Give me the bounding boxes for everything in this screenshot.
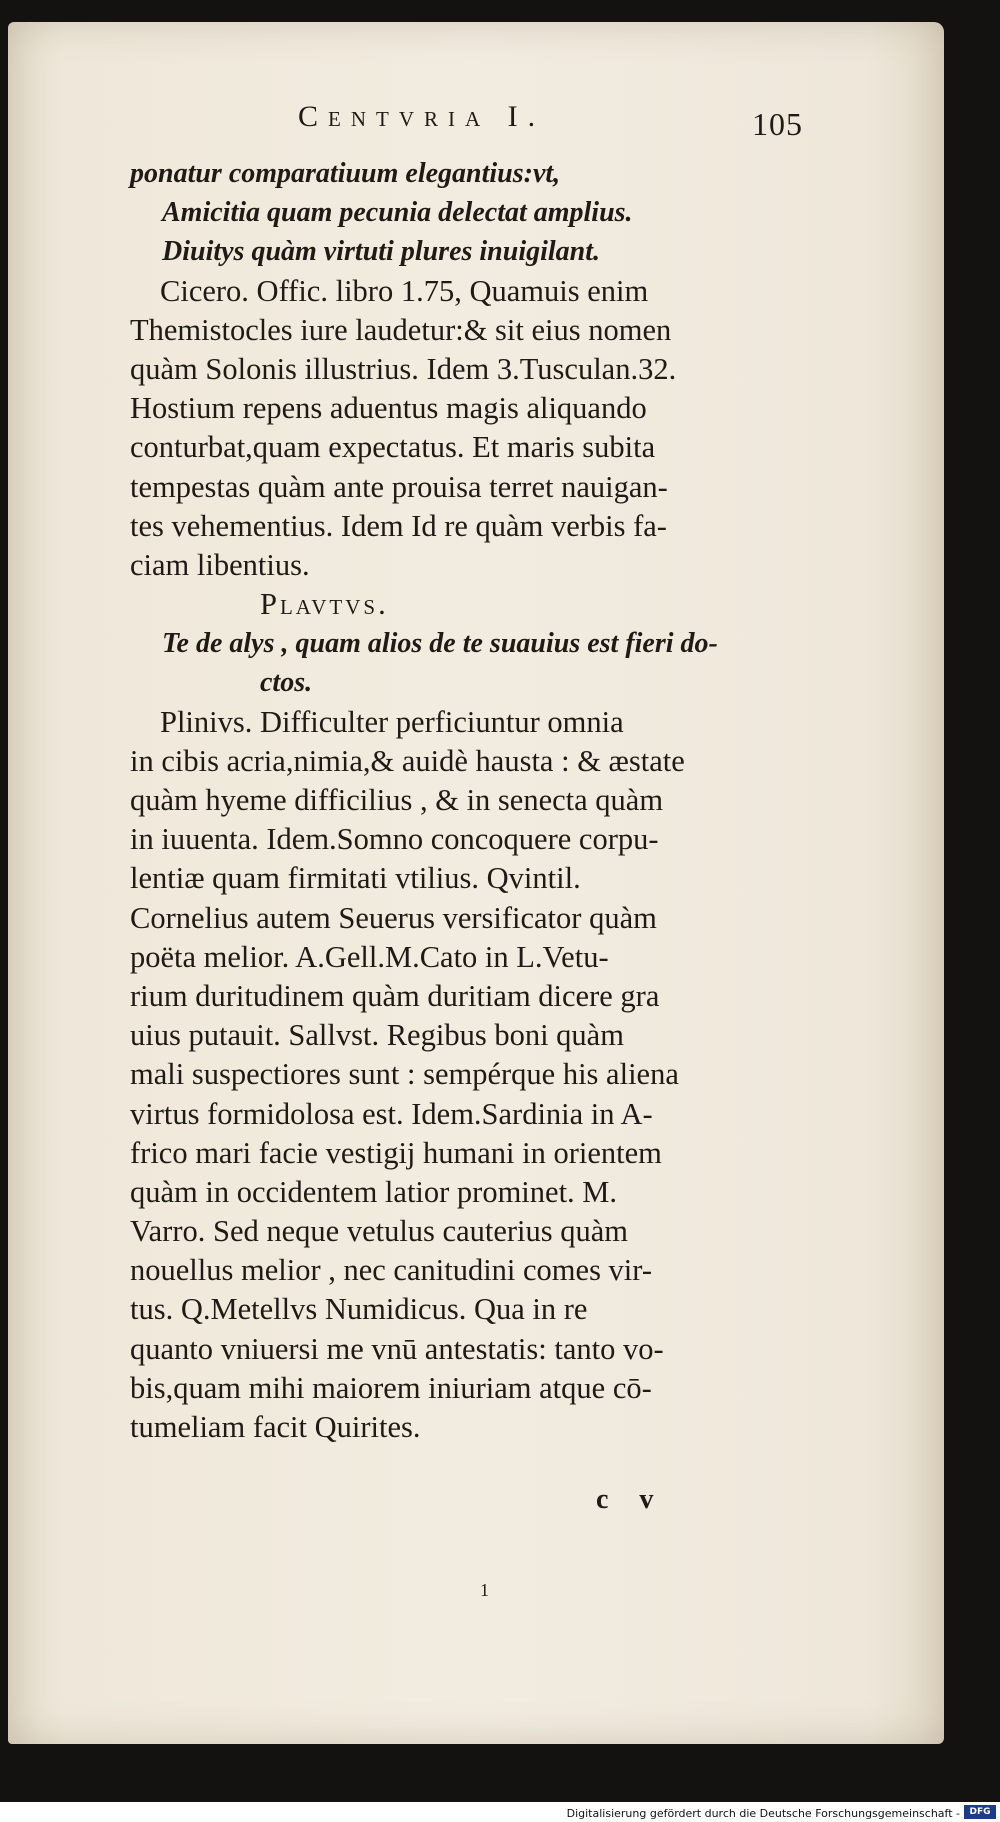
text-line: Plinivs. Difficulter perficiuntur omnia xyxy=(160,704,624,739)
text-line: Diuitys quàm virtuti plures inuigilant. xyxy=(162,236,601,268)
text-line: quàm hyeme difficilius , & in senecta quàm xyxy=(130,783,664,817)
page-body-text xyxy=(130,154,800,1447)
text-line: Cornelius autem Seuerus versificator quàm xyxy=(130,900,657,935)
text-line: frico mari facie vestigij humani in orientem xyxy=(130,1135,662,1170)
dfg-logo-icon: DFG xyxy=(964,1805,996,1819)
text-line: tes vehementius. Idem Id re quàm verbis fa- xyxy=(130,508,667,543)
text-line: lentiæ quam firmitati vtilius. Qvintil. xyxy=(130,861,581,896)
catchword: c v xyxy=(596,1484,666,1515)
text-line: bis,quam mihi maiorem iniuriam atque cō- xyxy=(130,1370,652,1405)
text-line: nouellus melior , nec canitudini comes vir- xyxy=(130,1253,652,1288)
text-line: virtus formidolosa est. Idem.Sardinia in A- xyxy=(130,1096,653,1131)
text-line: Cicero. Offic. libro 1.75, Quamuis enim xyxy=(160,273,649,308)
text-line: tempestas quàm ante prouisa terret nauigan- xyxy=(130,469,668,504)
text-line: quàm in occidentem latior prominet. M. xyxy=(130,1174,618,1209)
text-line: quanto vniuersi me vnū antestatis: tanto vo- xyxy=(130,1331,664,1366)
text-line: tus. Q.Metellvs Numidicus. Qua in re xyxy=(130,1292,588,1327)
text-line: ctos. xyxy=(260,667,313,699)
text-line: in iuuenta. Idem.Somno concoquere corpu- xyxy=(130,822,659,857)
text-line: ciam libentius. xyxy=(130,547,310,582)
page-number: 105 xyxy=(752,106,803,142)
text-line: conturbat,quam expectatus. Et maris subita xyxy=(130,430,656,465)
text-line: quàm Solonis illustrius. Idem 3.Tusculan.32. xyxy=(130,351,677,386)
text-line: poëta melior. A.Gell.M.Cato in L.Vetu- xyxy=(130,939,609,974)
text-line: mali suspectiores sunt : sempérque his aliena xyxy=(130,1057,679,1092)
text-line: uius putauit. Sallvst. Regibus boni quàm xyxy=(130,1018,624,1053)
text-line: Varro. Sed neque vetulus cauterius quàm xyxy=(130,1214,629,1249)
footer-bar xyxy=(0,1802,1000,1822)
text-line: tumeliam facit Quirites. xyxy=(130,1410,421,1444)
text-line: Amicitia quam pecunia delectat amplius. xyxy=(162,197,633,229)
text-line: rium duritudinem quàm duritiam dicere gra xyxy=(130,978,660,1013)
funding-credit: Digitalisierung gefördert durch die Deutsche Forschungsgemeinschaft - xyxy=(566,1807,960,1820)
text-line: Themistocles iure laudetur:& sit eius nomen xyxy=(130,312,672,347)
running-header: Centvria I. xyxy=(298,100,546,133)
text-line: Plavtvs. xyxy=(260,587,389,622)
text-line: Hostium repens aduentus magis aliquando xyxy=(130,391,647,426)
text-line: Te de alys , quam alios de te suauius est fieri do- xyxy=(162,628,718,660)
book-page xyxy=(8,22,944,1744)
signature-mark: 1 xyxy=(480,1580,489,1600)
text-line: ponatur comparatiuum elegantius:vt, xyxy=(130,158,561,189)
text-line: in cibis acria,nimia,& auidè hausta : & æstate xyxy=(130,743,685,778)
